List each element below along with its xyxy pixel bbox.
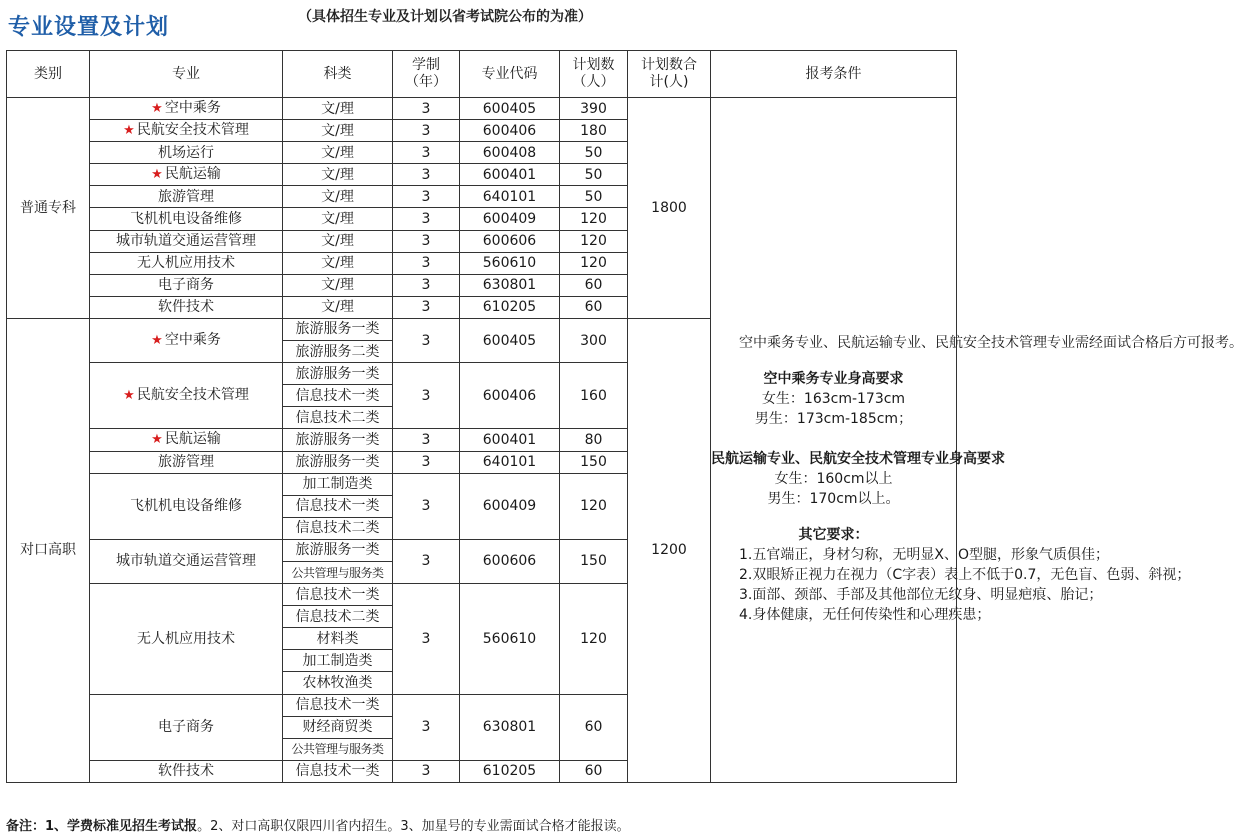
major-name: 民航安全技术管理 (136, 387, 249, 404)
subject-cell: 旅游服务一类 (283, 539, 393, 561)
major-name: 空中乘务 (164, 332, 221, 349)
major-name: 空中乘务 (164, 100, 221, 117)
footnote-note1: 1、学费标准见招生考试报 (45, 819, 198, 834)
subject-cell: 旅游服务一类 (283, 429, 393, 451)
major-cell (90, 120, 283, 142)
other-requirement-item: 4.身体健康，无任何传染性和心理疾患； (739, 606, 991, 623)
subject-cell: 文/理 (283, 208, 393, 230)
plan-cell: 50 (560, 164, 628, 186)
plan-cell: 150 (560, 539, 628, 583)
major-cell (90, 230, 283, 252)
header-years-text: 学制（年） (405, 57, 447, 90)
major-name: 城市轨道交通运营管理 (116, 233, 256, 250)
major-cell (90, 164, 283, 186)
major-cell (90, 584, 283, 694)
subject-cell: 公共管理与服务类 (283, 561, 393, 583)
requirements-cell (711, 98, 1243, 783)
years-cell: 3 (393, 186, 460, 208)
page-subtitle: （具体招生专业及计划以省考试院公布的为准） (298, 9, 592, 25)
subject-cell: 信息技术一类 (283, 694, 393, 716)
years-cell: 3 (393, 296, 460, 318)
years-cell: 3 (393, 760, 460, 782)
subject-cell: 文/理 (283, 186, 393, 208)
code-cell: 600606 (460, 539, 560, 583)
years-cell: 3 (393, 363, 460, 429)
major-cell (90, 186, 283, 208)
years-cell: 3 (393, 164, 460, 186)
total-general: 1800 (628, 98, 711, 319)
subject-cell: 信息技术一类 (283, 385, 393, 407)
code-cell: 640101 (460, 451, 560, 473)
header-code: 专业代码 (460, 51, 560, 98)
plan-cell: 50 (560, 186, 628, 208)
plan-cell: 120 (560, 473, 628, 539)
major-name: 旅游管理 (158, 454, 214, 471)
subject-cell: 农林牧渔类 (283, 672, 393, 694)
subject-cell: 材料类 (283, 628, 393, 650)
subject-cell: 财经商贸类 (283, 716, 393, 738)
years-cell: 3 (393, 584, 460, 694)
header-requirements: 报考条件 (711, 51, 957, 98)
major-cell (90, 208, 283, 230)
subject-cell: 文/理 (283, 120, 393, 142)
code-cell: 600405 (460, 98, 560, 120)
subject-cell: 文/理 (283, 98, 393, 120)
height-flight-male: 男生：173cm-185cm； (754, 410, 913, 427)
years-cell: 3 (393, 429, 460, 451)
code-cell: 600401 (460, 164, 560, 186)
code-cell: 600405 (460, 318, 560, 362)
major-name: 无人机应用技术 (137, 255, 235, 272)
code-cell: 610205 (460, 760, 560, 782)
star-icon: ★ (123, 123, 135, 139)
years-cell: 3 (393, 230, 460, 252)
header-plan-text: 计划数（人） (572, 57, 615, 90)
major-name: 电子商务 (158, 719, 214, 736)
admission-plan-table (6, 50, 1243, 783)
subject-cell: 信息技术一类 (283, 584, 393, 606)
major-cell (90, 318, 283, 362)
major-cell (90, 274, 283, 296)
plan-cell: 180 (560, 120, 628, 142)
years-cell: 3 (393, 120, 460, 142)
major-name: 飞机机电设备维修 (130, 211, 242, 228)
category-general: 普通专科 (7, 98, 90, 319)
other-title: 其它要求： (798, 526, 869, 543)
height-flight-female: 女生：163cm-173cm (761, 390, 906, 407)
major-cell (90, 451, 283, 473)
code-cell: 600409 (460, 473, 560, 539)
subject-cell: 信息技术一类 (283, 495, 393, 517)
footnote-label: 备注： (6, 819, 46, 834)
major-cell (90, 539, 283, 583)
major-cell (90, 694, 283, 760)
plan-cell: 300 (560, 318, 628, 362)
category-vocational: 对口高职 (7, 318, 90, 782)
years-cell: 3 (393, 274, 460, 296)
height-aviation-title: 民航运输专业、民航安全技术管理专业身高要求 (711, 450, 1005, 467)
code-cell: 600606 (460, 230, 560, 252)
height-flight-title: 空中乘务专业身高要求 (763, 370, 904, 387)
subject-cell: 文/理 (283, 142, 393, 164)
subject-cell: 旅游服务二类 (283, 341, 393, 363)
star-icon: ★ (151, 101, 163, 117)
major-name: 民航运输 (164, 431, 221, 448)
subject-cell: 文/理 (283, 230, 393, 252)
code-cell: 630801 (460, 694, 560, 760)
subject-cell: 加工制造类 (283, 473, 393, 495)
major-name: 机场运行 (158, 144, 214, 161)
table-row (7, 98, 957, 120)
plan-cell: 390 (560, 98, 628, 120)
major-name: 软件技术 (158, 763, 214, 780)
star-icon: ★ (123, 388, 135, 404)
footnote (6, 815, 630, 834)
subject-cell: 信息技术二类 (283, 407, 393, 429)
code-cell: 600406 (460, 363, 560, 429)
years-cell: 3 (393, 252, 460, 274)
subject-cell: 旅游服务一类 (283, 451, 393, 473)
plan-cell: 80 (560, 429, 628, 451)
plan-cell: 120 (560, 230, 628, 252)
table-header-row (7, 51, 957, 98)
table-body (7, 98, 1243, 783)
major-cell (90, 98, 283, 120)
page-title: 专业设置及计划 (8, 15, 170, 40)
major-cell (90, 429, 283, 451)
years-cell: 3 (393, 539, 460, 583)
code-cell: 600406 (460, 120, 560, 142)
subject-cell: 公共管理与服务类 (283, 738, 393, 760)
major-name: 电子商务 (158, 277, 214, 294)
code-cell: 640101 (460, 186, 560, 208)
code-cell: 560610 (460, 252, 560, 274)
subject-cell: 文/理 (283, 274, 393, 296)
major-name: 无人机应用技术 (137, 630, 235, 647)
plan-cell: 120 (560, 208, 628, 230)
star-icon: ★ (151, 432, 163, 448)
major-name: 城市轨道交通运营管理 (116, 553, 256, 570)
plan-cell: 60 (560, 274, 628, 296)
other-requirement-item: 3.面部、颈部、手部及其他部位无纹身、明显疤痕、胎记； (739, 586, 1103, 603)
subject-cell: 加工制造类 (283, 650, 393, 672)
header-plan (560, 51, 628, 98)
subject-cell: 旅游服务一类 (283, 318, 393, 340)
plan-cell: 60 (560, 296, 628, 318)
years-cell: 3 (393, 694, 460, 760)
subject-cell: 文/理 (283, 252, 393, 274)
subject-cell: 文/理 (283, 164, 393, 186)
total-vocational: 1200 (628, 318, 711, 782)
plan-cell: 160 (560, 363, 628, 429)
plan-cell: 50 (560, 142, 628, 164)
height-aviation-female: 女生：160cm以上 (774, 470, 893, 487)
major-cell (90, 252, 283, 274)
years-cell: 3 (393, 208, 460, 230)
plan-cell: 150 (560, 451, 628, 473)
years-cell: 3 (393, 142, 460, 164)
other-requirement-item: 2.双眼矫正视力在视力（C字表）表上不低于0.7，无色盲、色弱、斜视； (739, 566, 1191, 583)
code-cell: 560610 (460, 584, 560, 694)
years-cell: 3 (393, 451, 460, 473)
subject-cell: 信息技术二类 (283, 517, 393, 539)
code-cell: 600409 (460, 208, 560, 230)
subject-cell: 文/理 (283, 296, 393, 318)
code-cell: 600401 (460, 429, 560, 451)
plan-cell: 60 (560, 694, 628, 760)
major-cell (90, 142, 283, 164)
major-name: 软件技术 (158, 299, 214, 316)
star-icon: ★ (151, 167, 163, 183)
major-cell (90, 760, 283, 782)
plan-cell: 120 (560, 584, 628, 694)
header-years (393, 51, 460, 98)
other-requirement-item: 1.五官端正，身材匀称，无明显X、O型腿，形象气质俱佳； (739, 546, 1109, 563)
major-cell (90, 473, 283, 539)
code-cell: 610205 (460, 296, 560, 318)
major-name: 民航安全技术管理 (136, 122, 249, 139)
code-cell: 600408 (460, 142, 560, 164)
major-name: 飞机机电设备维修 (130, 498, 242, 515)
years-cell: 3 (393, 318, 460, 362)
star-icon: ★ (151, 333, 163, 349)
major-name: 民航运输 (164, 166, 221, 183)
header-total-text: 计划数合计(人) (641, 57, 697, 90)
years-cell: 3 (393, 98, 460, 120)
header-total (628, 51, 711, 98)
major-cell (90, 296, 283, 318)
subject-cell: 信息技术二类 (283, 606, 393, 628)
code-cell: 630801 (460, 274, 560, 296)
header-major: 专业 (90, 51, 283, 98)
subject-cell: 信息技术一类 (283, 760, 393, 782)
header-category: 类别 (7, 51, 90, 98)
major-cell (90, 363, 283, 429)
height-aviation-male: 男生：170cm以上。 (767, 490, 900, 507)
plan-cell: 120 (560, 252, 628, 274)
plan-cell: 60 (560, 760, 628, 782)
header-subject: 科类 (283, 51, 393, 98)
major-name: 旅游管理 (158, 188, 214, 205)
years-cell: 3 (393, 473, 460, 539)
footnote-rest: 。2、对口高职仅限四川省内招生。3、加星号的专业需面试合格才能报读。 (197, 819, 630, 834)
subject-cell: 旅游服务一类 (283, 363, 393, 385)
requirements-intro: 空中乘务专业、民航运输专业、民航安全技术管理专业需经面试合格后方可报考。 (739, 334, 1243, 351)
